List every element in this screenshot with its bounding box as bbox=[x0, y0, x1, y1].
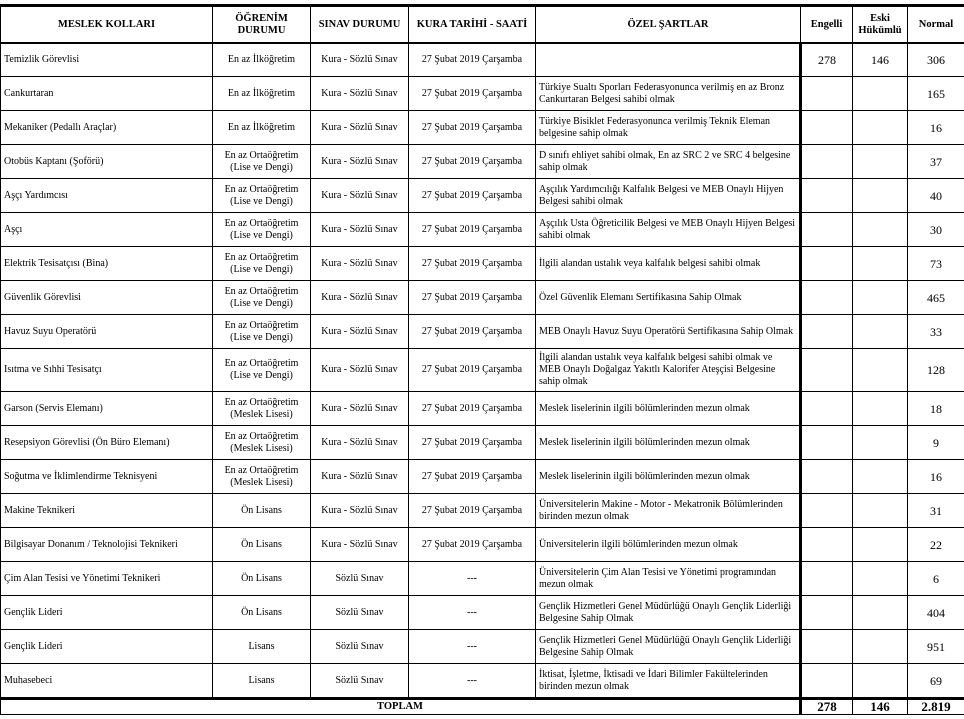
table-row bbox=[1, 392, 964, 426]
header-engelli: Engelli bbox=[801, 6, 853, 44]
cell-normal: 30 bbox=[908, 213, 964, 247]
cell-sinav: Kura - Sözlü Sınav bbox=[311, 494, 409, 528]
cell-kura: 27 Şubat 2019 Çarşamba bbox=[409, 111, 536, 145]
cell-normal: 16 bbox=[908, 460, 964, 494]
cell-ogrenim: En az Ortaöğretim (Lise ve Dengi) bbox=[213, 179, 311, 213]
cell-ogrenim: En az Ortaöğretim (Lise ve Dengi) bbox=[213, 247, 311, 281]
cell-kura: 27 Şubat 2019 Çarşamba bbox=[409, 528, 536, 562]
cell-kura: --- bbox=[409, 596, 536, 630]
cell-sinav: Kura - Sözlü Sınav bbox=[311, 392, 409, 426]
cell-meslek: Otobüs Kaptanı (Şoförü) bbox=[1, 145, 213, 179]
cell-eski bbox=[853, 664, 908, 699]
cell-meslek: Muhasebeci bbox=[1, 664, 213, 699]
header-meslek: MESLEK KOLLARI bbox=[1, 6, 213, 44]
cell-ozel: İktisat, İşletme, İktisadi ve İdari Bilimler Fakültelerinden birinden mezun olmak bbox=[536, 664, 801, 699]
table-row bbox=[1, 179, 964, 213]
cell-sinav: Kura - Sözlü Sınav bbox=[311, 460, 409, 494]
cell-ozel: İlgili alandan ustalık veya kalfalık belgesi sahibi olmak ve MEB Onaylı Doğalgaz Yakıtlı Kalorifer Ateşçisi Belgesine sahip olmak bbox=[536, 349, 801, 392]
cell-sinav: Sözlü Sınav bbox=[311, 664, 409, 699]
cell-ozel: Üniversitelerin ilgili bölümlerinden mezun olmak bbox=[536, 528, 801, 562]
cell-sinav: Kura - Sözlü Sınav bbox=[311, 247, 409, 281]
cell-kura: 27 Şubat 2019 Çarşamba bbox=[409, 213, 536, 247]
cell-ogrenim: En az Ortaöğretim (Meslek Lisesi) bbox=[213, 460, 311, 494]
cell-meslek: Garson (Servis Elemanı) bbox=[1, 392, 213, 426]
header-ozel: ÖZEL ŞARTLAR bbox=[536, 6, 801, 44]
cell-normal: 31 bbox=[908, 494, 964, 528]
cell-engelli bbox=[801, 562, 853, 596]
total-row bbox=[1, 699, 964, 715]
cell-ozel: Türkiye Bisiklet Federasyonunca verilmiş Teknik Eleman belgesine sahip olmak bbox=[536, 111, 801, 145]
cell-eski bbox=[853, 77, 908, 111]
cell-ogrenim: Ön Lisans bbox=[213, 494, 311, 528]
cell-sinav: Kura - Sözlü Sınav bbox=[311, 528, 409, 562]
cell-ozel: Meslek liselerinin ilgili bölümlerinden mezun olmak bbox=[536, 460, 801, 494]
cell-meslek: Bilgisayar Donanım / Teknolojisi Teknikeri bbox=[1, 528, 213, 562]
cell-sinav: Kura - Sözlü Sınav bbox=[311, 43, 409, 77]
table-row bbox=[1, 315, 964, 349]
cell-engelli bbox=[801, 596, 853, 630]
cell-sinav: Sözlü Sınav bbox=[311, 630, 409, 664]
header-eski: Eski Hükümlü bbox=[853, 6, 908, 44]
cell-ogrenim: En az Ortaöğretim (Lise ve Dengi) bbox=[213, 145, 311, 179]
cell-ozel: D sınıfı ehliyet sahibi olmak, En az SRC 2 ve SRC 4 belgesine sahip olmak bbox=[536, 145, 801, 179]
cell-meslek: Gençlik Lideri bbox=[1, 596, 213, 630]
cell-engelli bbox=[801, 392, 853, 426]
header-kura: KURA TARİHİ - SAATİ bbox=[409, 6, 536, 44]
cell-meslek: Aşçı Yardımcısı bbox=[1, 179, 213, 213]
cell-ogrenim: En az Ortaöğretim (Lise ve Dengi) bbox=[213, 349, 311, 392]
cell-eski bbox=[853, 349, 908, 392]
cell-engelli bbox=[801, 460, 853, 494]
table-row bbox=[1, 528, 964, 562]
cell-ogrenim: En az Ortaöğretim (Lise ve Dengi) bbox=[213, 315, 311, 349]
cell-eski bbox=[853, 630, 908, 664]
table-row bbox=[1, 460, 964, 494]
cell-normal: 40 bbox=[908, 179, 964, 213]
cell-ozel bbox=[536, 43, 801, 77]
cell-meslek: Isıtma ve Sıhhi Tesisatçı bbox=[1, 349, 213, 392]
cell-ogrenim: Ön Lisans bbox=[213, 528, 311, 562]
cell-kura: 27 Şubat 2019 Çarşamba bbox=[409, 145, 536, 179]
cell-eski bbox=[853, 392, 908, 426]
cell-engelli bbox=[801, 281, 853, 315]
table-row bbox=[1, 77, 964, 111]
cell-sinav: Kura - Sözlü Sınav bbox=[311, 213, 409, 247]
cell-kura: 27 Şubat 2019 Çarşamba bbox=[409, 247, 536, 281]
cell-meslek: Resepsiyon Görevlisi (Ön Büro Elemanı) bbox=[1, 426, 213, 460]
cell-normal: 128 bbox=[908, 349, 964, 392]
cell-eski: 146 bbox=[853, 43, 908, 77]
cell-sinav: Kura - Sözlü Sınav bbox=[311, 281, 409, 315]
cell-engelli bbox=[801, 247, 853, 281]
cell-eski bbox=[853, 179, 908, 213]
cell-kura: 27 Şubat 2019 Çarşamba bbox=[409, 460, 536, 494]
cell-eski bbox=[853, 111, 908, 145]
cell-kura: 27 Şubat 2019 Çarşamba bbox=[409, 179, 536, 213]
cell-ogrenim: En az Ortaöğretim (Meslek Lisesi) bbox=[213, 392, 311, 426]
cell-kura: --- bbox=[409, 664, 536, 699]
table-row bbox=[1, 213, 964, 247]
cell-sinav: Kura - Sözlü Sınav bbox=[311, 77, 409, 111]
cell-kura: 27 Şubat 2019 Çarşamba bbox=[409, 315, 536, 349]
cell-engelli: 278 bbox=[801, 43, 853, 77]
cell-normal: 465 bbox=[908, 281, 964, 315]
cell-eski bbox=[853, 426, 908, 460]
cell-normal: 73 bbox=[908, 247, 964, 281]
cell-kura: 27 Şubat 2019 Çarşamba bbox=[409, 494, 536, 528]
cell-ogrenim: Ön Lisans bbox=[213, 596, 311, 630]
total-normal: 2.819 bbox=[908, 699, 964, 715]
table-row bbox=[1, 247, 964, 281]
cell-sinav: Kura - Sözlü Sınav bbox=[311, 315, 409, 349]
cell-sinav: Sözlü Sınav bbox=[311, 596, 409, 630]
cell-eski bbox=[853, 494, 908, 528]
cell-ozel: Üniversitelerin Çim Alan Tesisi ve Yönetimi programından mezun olmak bbox=[536, 562, 801, 596]
cell-kura: --- bbox=[409, 562, 536, 596]
cell-ozel: Gençlik Hizmetleri Genel Müdürlüğü Onaylı Gençlik Liderliği Belgesine Sahip Olmak bbox=[536, 596, 801, 630]
cell-meslek: Elektrik Tesisatçısı (Bina) bbox=[1, 247, 213, 281]
cell-normal: 9 bbox=[908, 426, 964, 460]
cell-eski bbox=[853, 562, 908, 596]
cell-ozel: Üniversitelerin Makine - Motor - Mekatronik Bölümlerinden birinden mezun olmak bbox=[536, 494, 801, 528]
table-row bbox=[1, 145, 964, 179]
cell-engelli bbox=[801, 664, 853, 699]
cell-ogrenim: En az Ortaöğretim (Meslek Lisesi) bbox=[213, 426, 311, 460]
cell-sinav: Kura - Sözlü Sınav bbox=[311, 179, 409, 213]
cell-engelli bbox=[801, 349, 853, 392]
total-engelli: 278 bbox=[801, 699, 853, 715]
cell-kura: --- bbox=[409, 630, 536, 664]
cell-eski bbox=[853, 460, 908, 494]
cell-eski bbox=[853, 247, 908, 281]
cell-meslek: Aşçı bbox=[1, 213, 213, 247]
cell-meslek: Cankurtaran bbox=[1, 77, 213, 111]
cell-eski bbox=[853, 213, 908, 247]
cell-sinav: Kura - Sözlü Sınav bbox=[311, 145, 409, 179]
cell-engelli bbox=[801, 145, 853, 179]
table-row bbox=[1, 111, 964, 145]
cell-eski bbox=[853, 528, 908, 562]
cell-engelli bbox=[801, 426, 853, 460]
cell-meslek: Çim Alan Tesisi ve Yönetimi Teknikeri bbox=[1, 562, 213, 596]
cell-normal: 165 bbox=[908, 77, 964, 111]
cell-kura: 27 Şubat 2019 Çarşamba bbox=[409, 281, 536, 315]
cell-ozel: Aşçılık Usta Öğreticilik Belgesi ve MEB Onaylı Hijyen Belgesi sahibi olmak bbox=[536, 213, 801, 247]
table-row bbox=[1, 349, 964, 392]
header-ogrenim: ÖĞRENİM DURUMU bbox=[213, 6, 311, 44]
cell-ozel: Özel Güvenlik Elemanı Sertifikasına Sahip Olmak bbox=[536, 281, 801, 315]
cell-engelli bbox=[801, 630, 853, 664]
cell-kura: 27 Şubat 2019 Çarşamba bbox=[409, 392, 536, 426]
cell-meslek: Mekaniker (Pedallı Araçlar) bbox=[1, 111, 213, 145]
cell-engelli bbox=[801, 494, 853, 528]
cell-ogrenim: En az İlköğretim bbox=[213, 77, 311, 111]
cell-normal: 18 bbox=[908, 392, 964, 426]
cell-engelli bbox=[801, 77, 853, 111]
table-row bbox=[1, 630, 964, 664]
cell-ogrenim: Lisans bbox=[213, 630, 311, 664]
header-row bbox=[1, 6, 964, 44]
cell-normal: 16 bbox=[908, 111, 964, 145]
cell-normal: 306 bbox=[908, 43, 964, 77]
cell-ogrenim: Lisans bbox=[213, 664, 311, 699]
cell-normal: 22 bbox=[908, 528, 964, 562]
cell-engelli bbox=[801, 179, 853, 213]
cell-normal: 69 bbox=[908, 664, 964, 699]
cell-eski bbox=[853, 281, 908, 315]
cell-normal: 6 bbox=[908, 562, 964, 596]
cell-ogrenim: En az İlköğretim bbox=[213, 111, 311, 145]
header-normal: Normal bbox=[908, 6, 964, 44]
table-row bbox=[1, 426, 964, 460]
cell-normal: 37 bbox=[908, 145, 964, 179]
cell-kura: 27 Şubat 2019 Çarşamba bbox=[409, 349, 536, 392]
cell-meslek: Soğutma ve İklimlendirme Teknisyeni bbox=[1, 460, 213, 494]
total-label: TOPLAM bbox=[1, 699, 801, 715]
cell-meslek: Havuz Suyu Operatörü bbox=[1, 315, 213, 349]
cell-normal: 951 bbox=[908, 630, 964, 664]
cell-ozel: İlgili alandan ustalık veya kalfalık belgesi sahibi olmak bbox=[536, 247, 801, 281]
cell-kura: 27 Şubat 2019 Çarşamba bbox=[409, 43, 536, 77]
cell-sinav: Kura - Sözlü Sınav bbox=[311, 426, 409, 460]
cell-engelli bbox=[801, 528, 853, 562]
cell-eski bbox=[853, 596, 908, 630]
cell-engelli bbox=[801, 213, 853, 247]
cell-ozel: Türkiye Sualtı Sporları Federasyonunca verilmiş en az Bronz Cankurtaran Belgesi sahibi olmak bbox=[536, 77, 801, 111]
cell-ogrenim: Ön Lisans bbox=[213, 562, 311, 596]
cell-engelli bbox=[801, 111, 853, 145]
table-row bbox=[1, 281, 964, 315]
cell-ozel: MEB Onaylı Havuz Suyu Operatörü Sertifikasına Sahip Olmak bbox=[536, 315, 801, 349]
cell-sinav: Kura - Sözlü Sınav bbox=[311, 111, 409, 145]
cell-ozel: Meslek liselerinin ilgili bölümlerinden mezun olmak bbox=[536, 426, 801, 460]
cell-normal: 33 bbox=[908, 315, 964, 349]
cell-ozel: Meslek liselerinin ilgili bölümlerinden mezun olmak bbox=[536, 392, 801, 426]
cell-kura: 27 Şubat 2019 Çarşamba bbox=[409, 426, 536, 460]
cell-meslek: Gençlik Lideri bbox=[1, 630, 213, 664]
cell-eski bbox=[853, 145, 908, 179]
header-sinav: SINAV DURUMU bbox=[311, 6, 409, 44]
cell-meslek: Temizlik Görevlisi bbox=[1, 43, 213, 77]
cell-ogrenim: En az Ortaöğretim (Lise ve Dengi) bbox=[213, 281, 311, 315]
table-row bbox=[1, 43, 964, 77]
table-row bbox=[1, 562, 964, 596]
cell-ogrenim: En az Ortaöğretim (Lise ve Dengi) bbox=[213, 213, 311, 247]
cell-eski bbox=[853, 315, 908, 349]
cell-ogrenim: En az İlköğretim bbox=[213, 43, 311, 77]
positions-table bbox=[0, 4, 964, 715]
cell-kura: 27 Şubat 2019 Çarşamba bbox=[409, 77, 536, 111]
cell-engelli bbox=[801, 315, 853, 349]
cell-meslek: Güvenlik Görevlisi bbox=[1, 281, 213, 315]
cell-sinav: Sözlü Sınav bbox=[311, 562, 409, 596]
total-eski: 146 bbox=[853, 699, 908, 715]
table-row bbox=[1, 596, 964, 630]
cell-ozel: Gençlik Hizmetleri Genel Müdürlüğü Onaylı Gençlik Liderliği Belgesine Sahip Olmak bbox=[536, 630, 801, 664]
cell-ozel: Aşçılık Yardımcılığı Kalfalık Belgesi ve MEB Onaylı Hijyen Belgesi sahibi olmak bbox=[536, 179, 801, 213]
table-row bbox=[1, 494, 964, 528]
cell-meslek: Makine Teknikeri bbox=[1, 494, 213, 528]
table-row bbox=[1, 664, 964, 699]
cell-sinav: Kura - Sözlü Sınav bbox=[311, 349, 409, 392]
cell-normal: 404 bbox=[908, 596, 964, 630]
